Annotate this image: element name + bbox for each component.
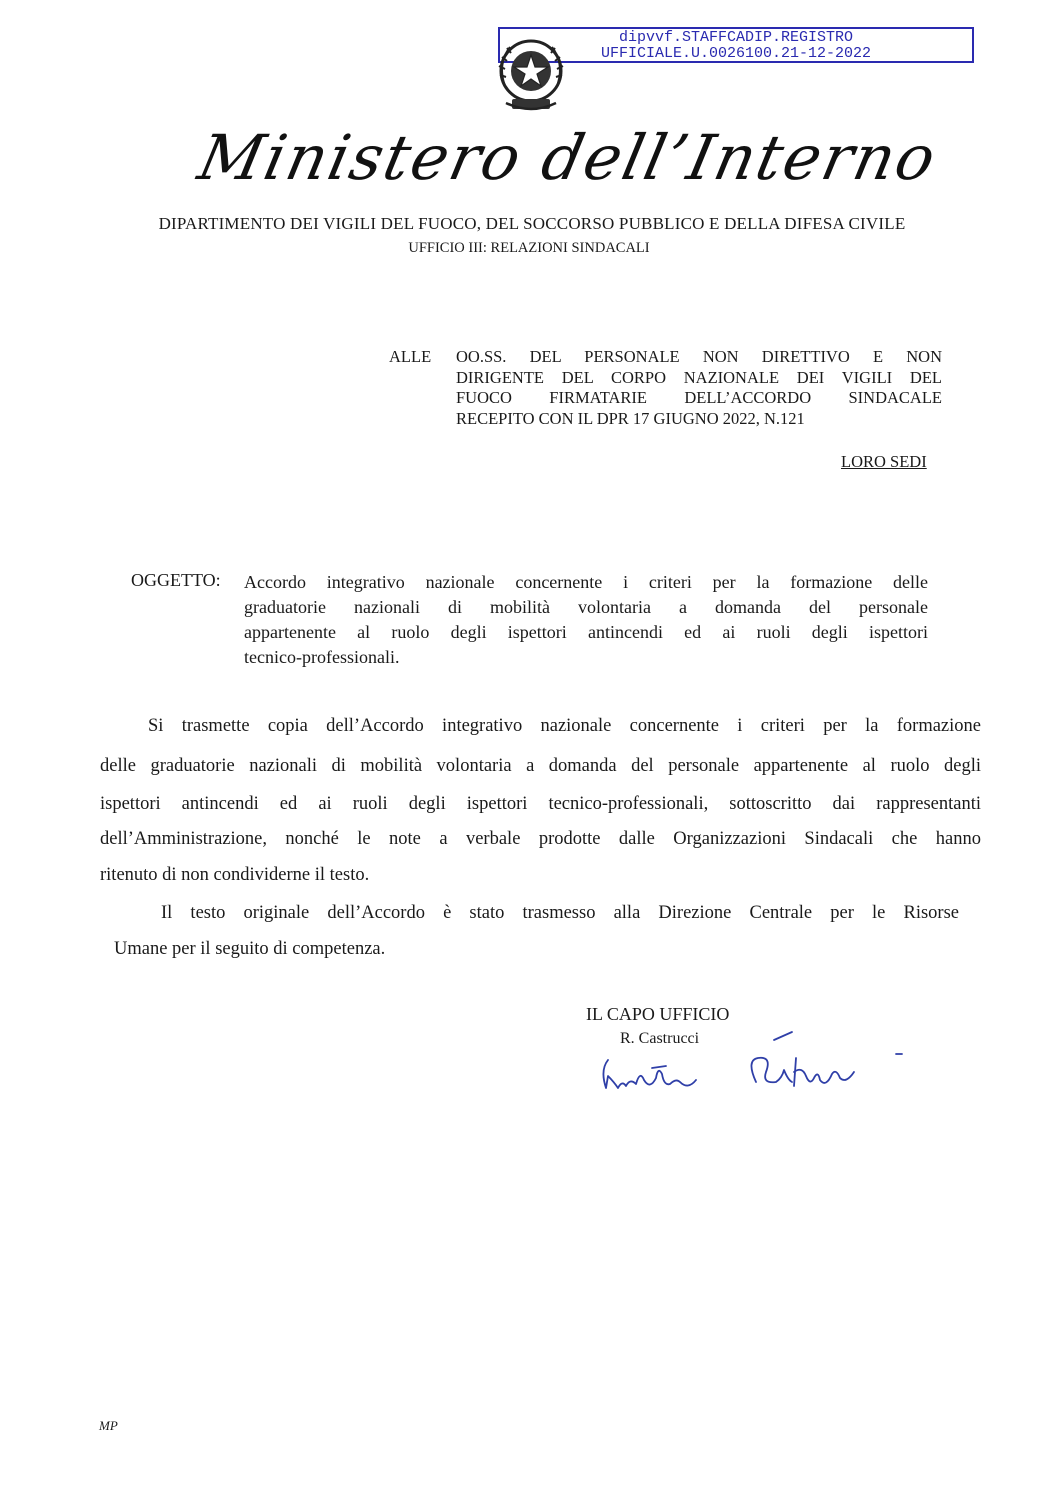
- handwritten-signature: [596, 1020, 916, 1110]
- department-name: DIPARTIMENTO DEI VIGILI DEL FUOCO, DEL SOCCORSO PUBBLICO E DELLA DIFESA CIVILE: [158, 214, 906, 233]
- body-line: Il testo originale dell’Accordo è stato trasmesso alla Direzione Centrale per le Risorse: [161, 903, 959, 923]
- subject-line: graduatorie nazionali di mobilità volontaria a domanda del personale: [244, 597, 928, 617]
- body-line: Umane per il seguito di competenza.: [114, 939, 386, 959]
- addressee-prefix: ALLE: [389, 347, 432, 366]
- addressee-line: FUOCO FIRMATARIE DELL’ACCORDO SINDACALE: [456, 388, 942, 407]
- subject-label: OGGETTO:: [131, 570, 221, 590]
- body-line: ispettori antincendi ed ai ruoli degli ispettori tecnico-professionali, sottoscritto dai rappresentanti: [100, 794, 981, 814]
- addressee-line: RECEPITO CON IL DPR 17 GIUGNO 2022, N.121: [456, 408, 805, 428]
- addressee-line: DIRIGENTE DEL CORPO NAZIONALE DEI VIGILI DEL: [456, 367, 942, 387]
- protocol-line-1: dipvvf.STAFFCADIP.REGISTRO: [618, 29, 854, 46]
- addressee-block: [456, 347, 942, 429]
- body-line: delle graduatorie nazionali di mobilità volontaria a domanda del personale appartenente al ruolo degli: [100, 756, 981, 776]
- author-initials: MP: [99, 1418, 118, 1433]
- body-line: dell’Amministrazione, nonché le note a verbale prodotte dalle Organizzazioni Sindacali che hanno: [100, 829, 981, 849]
- addressee-line: OO.SS. DEL PERSONALE NON DIRETTIVO E NON: [456, 347, 942, 366]
- ministry-title: Ministero dell’Interno: [192, 121, 944, 194]
- body-line: Si trasmette copia dell’Accordo integrativo nazionale concernente i criteri per la formazione: [148, 716, 981, 736]
- subject-line: tecnico-professionali.: [244, 647, 400, 667]
- office-name: UFFICIO III: RELAZIONI SINDACALI: [408, 240, 650, 256]
- body-line: ritenuto di non condividerne il testo.: [100, 865, 370, 885]
- protocol-line-2: UFFICIALE.U.0026100.21-12-2022: [600, 45, 872, 62]
- signatory-title: IL CAPO UFFICIO: [586, 1004, 730, 1024]
- subject-line: appartenente al ruolo degli ispettori antincendi ed ai ruoli degli ispettori: [244, 622, 928, 642]
- signatory-name: R. Castrucci: [620, 1030, 700, 1047]
- loro-sedi: LORO SEDI: [841, 452, 927, 471]
- subject-line: Accordo integrativo nazionale concernente i criteri per la formazione delle: [244, 572, 928, 592]
- republic-emblem-icon: [492, 33, 570, 115]
- subject-text: [244, 570, 928, 670]
